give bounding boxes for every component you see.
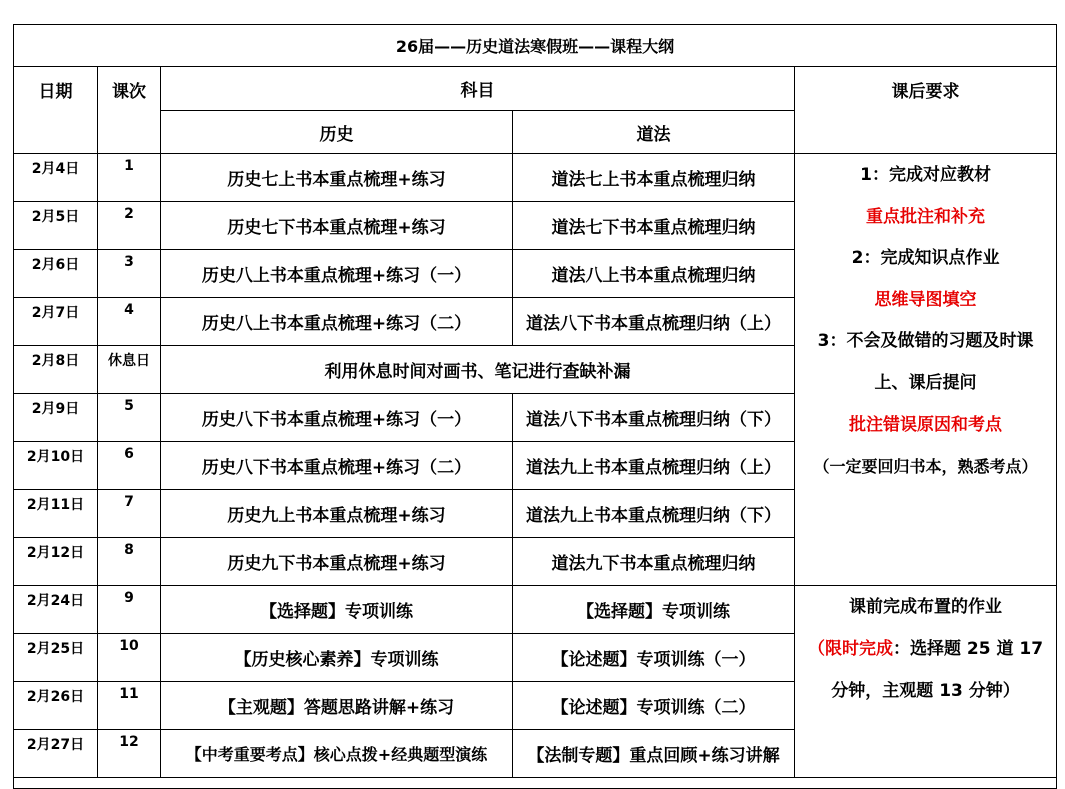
- header-history: 历史: [161, 111, 513, 154]
- daofa-cell: 【选择题】专项训练: [513, 586, 795, 634]
- daofa-cell: 道法九上书本重点梳理归纳（上）: [513, 442, 795, 490]
- lesson-cell: 10: [98, 634, 161, 682]
- lesson-cell: 休息日: [98, 346, 161, 394]
- date-cell: 2月4日: [14, 154, 98, 202]
- date-cell: 2月6日: [14, 250, 98, 298]
- header-date: 日期: [14, 67, 98, 154]
- date-cell: 2月12日: [14, 538, 98, 586]
- daofa-cell: 道法九下书本重点梳理归纳: [513, 538, 795, 586]
- requirement-line: 分钟，主观题 13 分钟）: [831, 681, 1020, 701]
- lesson-cell: 7: [98, 490, 161, 538]
- requirement-line-highlight: 批注错误原因和考点: [849, 414, 1003, 435]
- daofa-cell: 【论述题】专项训练（一）: [513, 634, 795, 682]
- time-limit-detail: ：选择题 25 道 17: [892, 639, 1044, 659]
- lesson-cell: 4: [98, 298, 161, 346]
- date-cell: 2月10日: [14, 442, 98, 490]
- daofa-cell: 道法七上书本重点梳理归纳: [513, 154, 795, 202]
- daofa-cell: 道法九上书本重点梳理归纳（下）: [513, 490, 795, 538]
- history-cell: 【历史核心素养】专项训练: [161, 634, 513, 682]
- header-daofa: 道法: [513, 111, 795, 154]
- header-requirements: 课后要求: [795, 67, 1057, 154]
- table-tail-row: [14, 778, 1057, 789]
- history-cell: 【主观题】答题思路讲解+练习: [161, 682, 513, 730]
- date-cell: 2月7日: [14, 298, 98, 346]
- rest-day-cell: 利用休息时间对画书、笔记进行查缺补漏: [161, 346, 795, 394]
- history-cell: 历史九上书本重点梳理+练习: [161, 490, 513, 538]
- date-cell: 2月27日: [14, 730, 98, 778]
- date-cell: 2月11日: [14, 490, 98, 538]
- table-row: [14, 154, 1057, 202]
- daofa-cell: 道法八下书本重点梳理归纳（上）: [513, 298, 795, 346]
- requirement-line-highlight: 思维导图填空: [874, 289, 977, 310]
- history-cell: 历史七上书本重点梳理+练习: [161, 154, 513, 202]
- requirements-cell-1: [795, 154, 1057, 586]
- daofa-cell: 道法八上书本重点梳理归纳: [513, 250, 795, 298]
- date-cell: 2月5日: [14, 202, 98, 250]
- requirement-line: 1：完成对应教材: [860, 165, 991, 185]
- history-cell: 历史八下书本重点梳理+练习（一）: [161, 394, 513, 442]
- requirement-line: 3：不会及做错的习题及时课: [817, 331, 1034, 352]
- requirements-cell-2: [795, 586, 1057, 778]
- lesson-cell: 2: [98, 202, 161, 250]
- daofa-cell: 道法八下书本重点梳理归纳（下）: [513, 394, 795, 442]
- lesson-cell: 12: [98, 730, 161, 778]
- lesson-cell: 11: [98, 682, 161, 730]
- requirement-line: 上、课后提问: [874, 372, 977, 393]
- date-cell: 2月25日: [14, 634, 98, 682]
- lesson-cell: 5: [98, 394, 161, 442]
- history-cell: 历史七下书本重点梳理+练习: [161, 202, 513, 250]
- syllabus-table: [13, 24, 1057, 789]
- requirement-line: 2：完成知识点作业: [851, 248, 1000, 269]
- header-subject: 科目: [161, 67, 795, 111]
- history-cell: 【中考重要考点】核心点拨+经典题型演练: [161, 730, 513, 778]
- history-cell: 历史八上书本重点梳理+练习（一）: [161, 250, 513, 298]
- history-cell: 【选择题】专项训练: [161, 586, 513, 634]
- requirement-line: （一定要回归书本，熟悉考点）: [813, 457, 1038, 477]
- history-cell: 历史八下书本重点梳理+练习（二）: [161, 442, 513, 490]
- table-title: 26届——历史道法寒假班——课程大纲: [14, 25, 1057, 67]
- date-cell: 2月8日: [14, 346, 98, 394]
- requirement-line: [795, 628, 1056, 670]
- header-lesson: 课次: [98, 67, 161, 154]
- date-cell: 2月26日: [14, 682, 98, 730]
- table-tail-cell: [14, 778, 1057, 789]
- daofa-cell: 道法七下书本重点梳理归纳: [513, 202, 795, 250]
- time-limit-highlight: （限时完成: [807, 639, 893, 659]
- table-row: [14, 586, 1057, 634]
- lesson-cell: 3: [98, 250, 161, 298]
- lesson-cell: 9: [98, 586, 161, 634]
- daofa-cell: 【法制专题】重点回顾+练习讲解: [513, 730, 795, 778]
- history-cell: 历史八上书本重点梳理+练习（二）: [161, 298, 513, 346]
- lesson-cell: 1: [98, 154, 161, 202]
- history-cell: 历史九下书本重点梳理+练习: [161, 538, 513, 586]
- date-cell: 2月24日: [14, 586, 98, 634]
- requirement-line: 课前完成布置的作业: [849, 597, 1003, 617]
- requirement-line-highlight: 重点批注和补充: [866, 206, 986, 227]
- date-cell: 2月9日: [14, 394, 98, 442]
- lesson-cell: 8: [98, 538, 161, 586]
- daofa-cell: 【论述题】专项训练（二）: [513, 682, 795, 730]
- lesson-cell: 6: [98, 442, 161, 490]
